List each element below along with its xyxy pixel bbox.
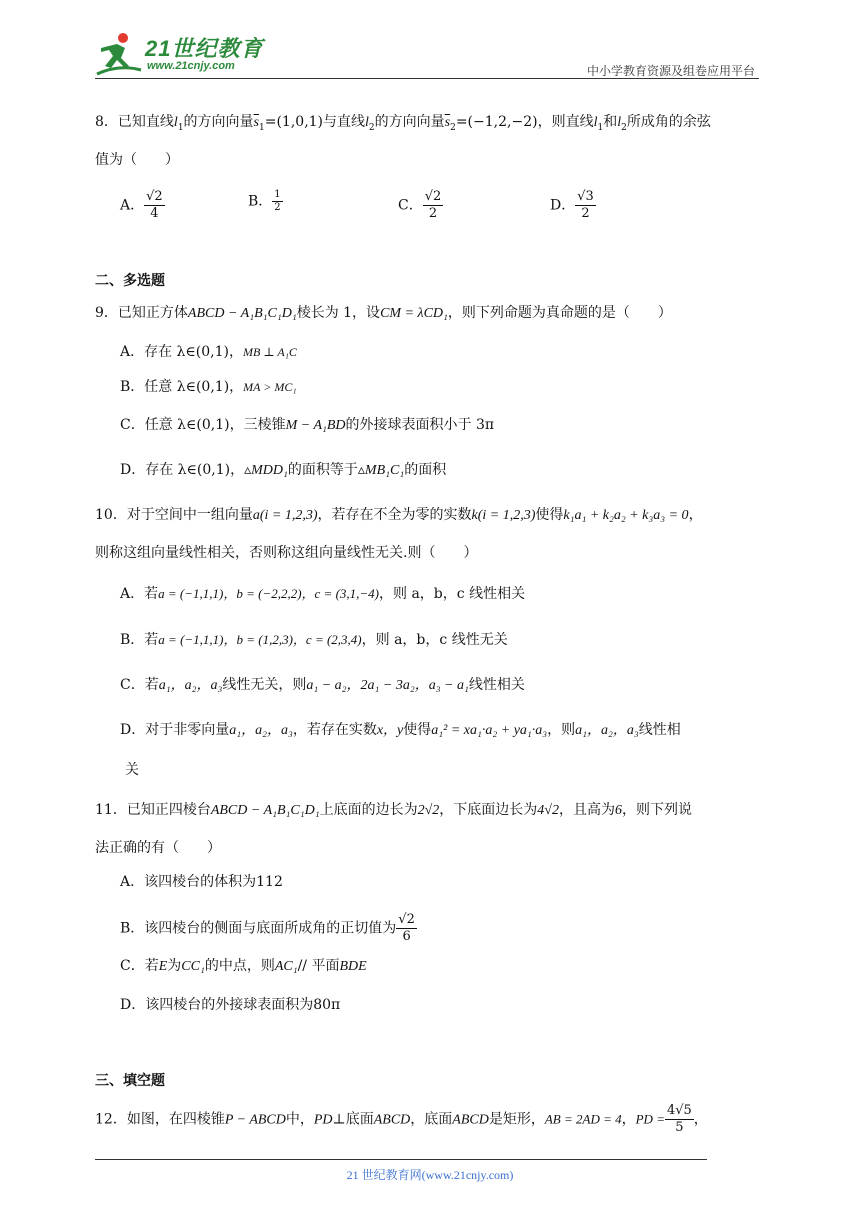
header-platform-text: 中小学教育资源及组卷应用平台 xyxy=(586,64,755,78)
footer-text: 21 世纪教育网(www.21cnjy.com) xyxy=(346,1168,514,1182)
q8-option-b: B． $\frac{1}{2}$ xyxy=(248,189,281,213)
logo-text: 21世纪教育 xyxy=(145,36,264,61)
question-12-line1: 12．如图，在四棱锥P − ABCD中，PD⊥底面ABCD，底面ABCD是矩形，AB = 2AD = 4，PD = $\frac{4√5}{5}$ ， xyxy=(95,1103,708,1135)
question-11-line2: 法正确的有（ ） xyxy=(95,840,221,856)
q10-option-b: B．若a = (−1,1,1)，b = (1,2,3)，c = (2,3,4)，则 a，b，c 线性无关 xyxy=(120,632,508,648)
header-divider xyxy=(95,78,759,79)
q9-option-d: D．存在 λ∈(0,1)，▵MDD₁的面积等于▵MB₁C₁的面积 xyxy=(120,462,447,478)
q10-option-c: C．若a₁，a₂，a₃线性无关，则a₁ − a₂，2a₁ − 3a₂，a₃ − a₁线性相关 xyxy=(120,677,525,693)
q9-option-c: C．任意 λ∈(0,1)，三棱锥M − A₁BD的外接球表面积小于 3π xyxy=(120,417,495,433)
footer-divider xyxy=(95,1159,707,1160)
question-9-stem: 9．已知正方体ABCD − A₁B₁C₁D₁棱长为 1，设CM = λCD₁，则下列命题为真命题的是（ ） xyxy=(95,305,672,321)
runner-logo-icon xyxy=(95,30,143,78)
page-header xyxy=(95,28,755,80)
question-8-line2: 值为（ ） xyxy=(95,152,179,168)
q10-option-d: D．对于非零向量a₁，a₂，a₃，若存在实数x，y使得a₁² = xa₁·a₂ + ya₁·a₃，则a₁，a₂，a₃线性相 xyxy=(120,722,681,738)
q11-option-c: C．若E为CC₁的中点，则AC₁// 平面BDE xyxy=(120,958,367,974)
section-multiple-choice: 二、多选题 xyxy=(95,273,165,289)
q8-option-d: D． $\frac{√3}{2}$ xyxy=(550,189,594,221)
site-logo xyxy=(95,28,265,80)
q10-option-d-cont: 关 xyxy=(125,762,139,778)
question-10-line2: 则称这组向量线性相关，否则称这组向量线性无关.则（ ） xyxy=(95,545,478,561)
question-10-line1: 10．对于空间中一组向量a(i = 1,2,3)，若存在不全为零的实数k(i = 1,2,3)使得k₁a₁ + k₂a₂ + k₃a₃ = 0， xyxy=(95,507,703,523)
q9-option-a: A．存在 λ∈(0,1)，MB ⊥ A₁C xyxy=(120,344,297,360)
logo-url: www.21cnjy.com xyxy=(147,60,235,72)
question-11-line1: 11．已知正四棱台ABCD − A₁B₁C₁D₁上底面的边长为2√2，下底面边长为4√2，且高为6，则下列说 xyxy=(95,802,692,818)
q11-option-a: A．该四棱台的体积为112 xyxy=(120,874,283,890)
q8-option-a: A． $\frac{√2}{4}$ xyxy=(120,189,163,221)
q11-option-d: D．该四棱台的外接球表面积为80π xyxy=(120,997,341,1013)
section-fill-in: 三、填空题 xyxy=(95,1073,165,1089)
q10-option-a: A．若a = (−1,1,1)，b = (−2,2,2)，c = (3,1,−4)，则 a，b，c 线性相关 xyxy=(120,586,526,602)
q9-option-b: B．任意 λ∈(0,1)，MA > MC₁ xyxy=(120,379,297,395)
q11-option-b: B．该四棱台的侧面与底面所成角的正切值为 $\frac{√2}{6}$ xyxy=(120,912,415,944)
question-8-line1: 8．已知直线$l_1$的方向向量$\overline{s}_1=(1,0,1)$与直线$l_2$的方向向量$\overline{s}_2=(-1,2,-2)$，则直线$l_1$和$l_2$所成角的余弦 xyxy=(95,114,711,133)
q8-option-c: C． $\frac{√2}{2}$ xyxy=(398,189,442,221)
